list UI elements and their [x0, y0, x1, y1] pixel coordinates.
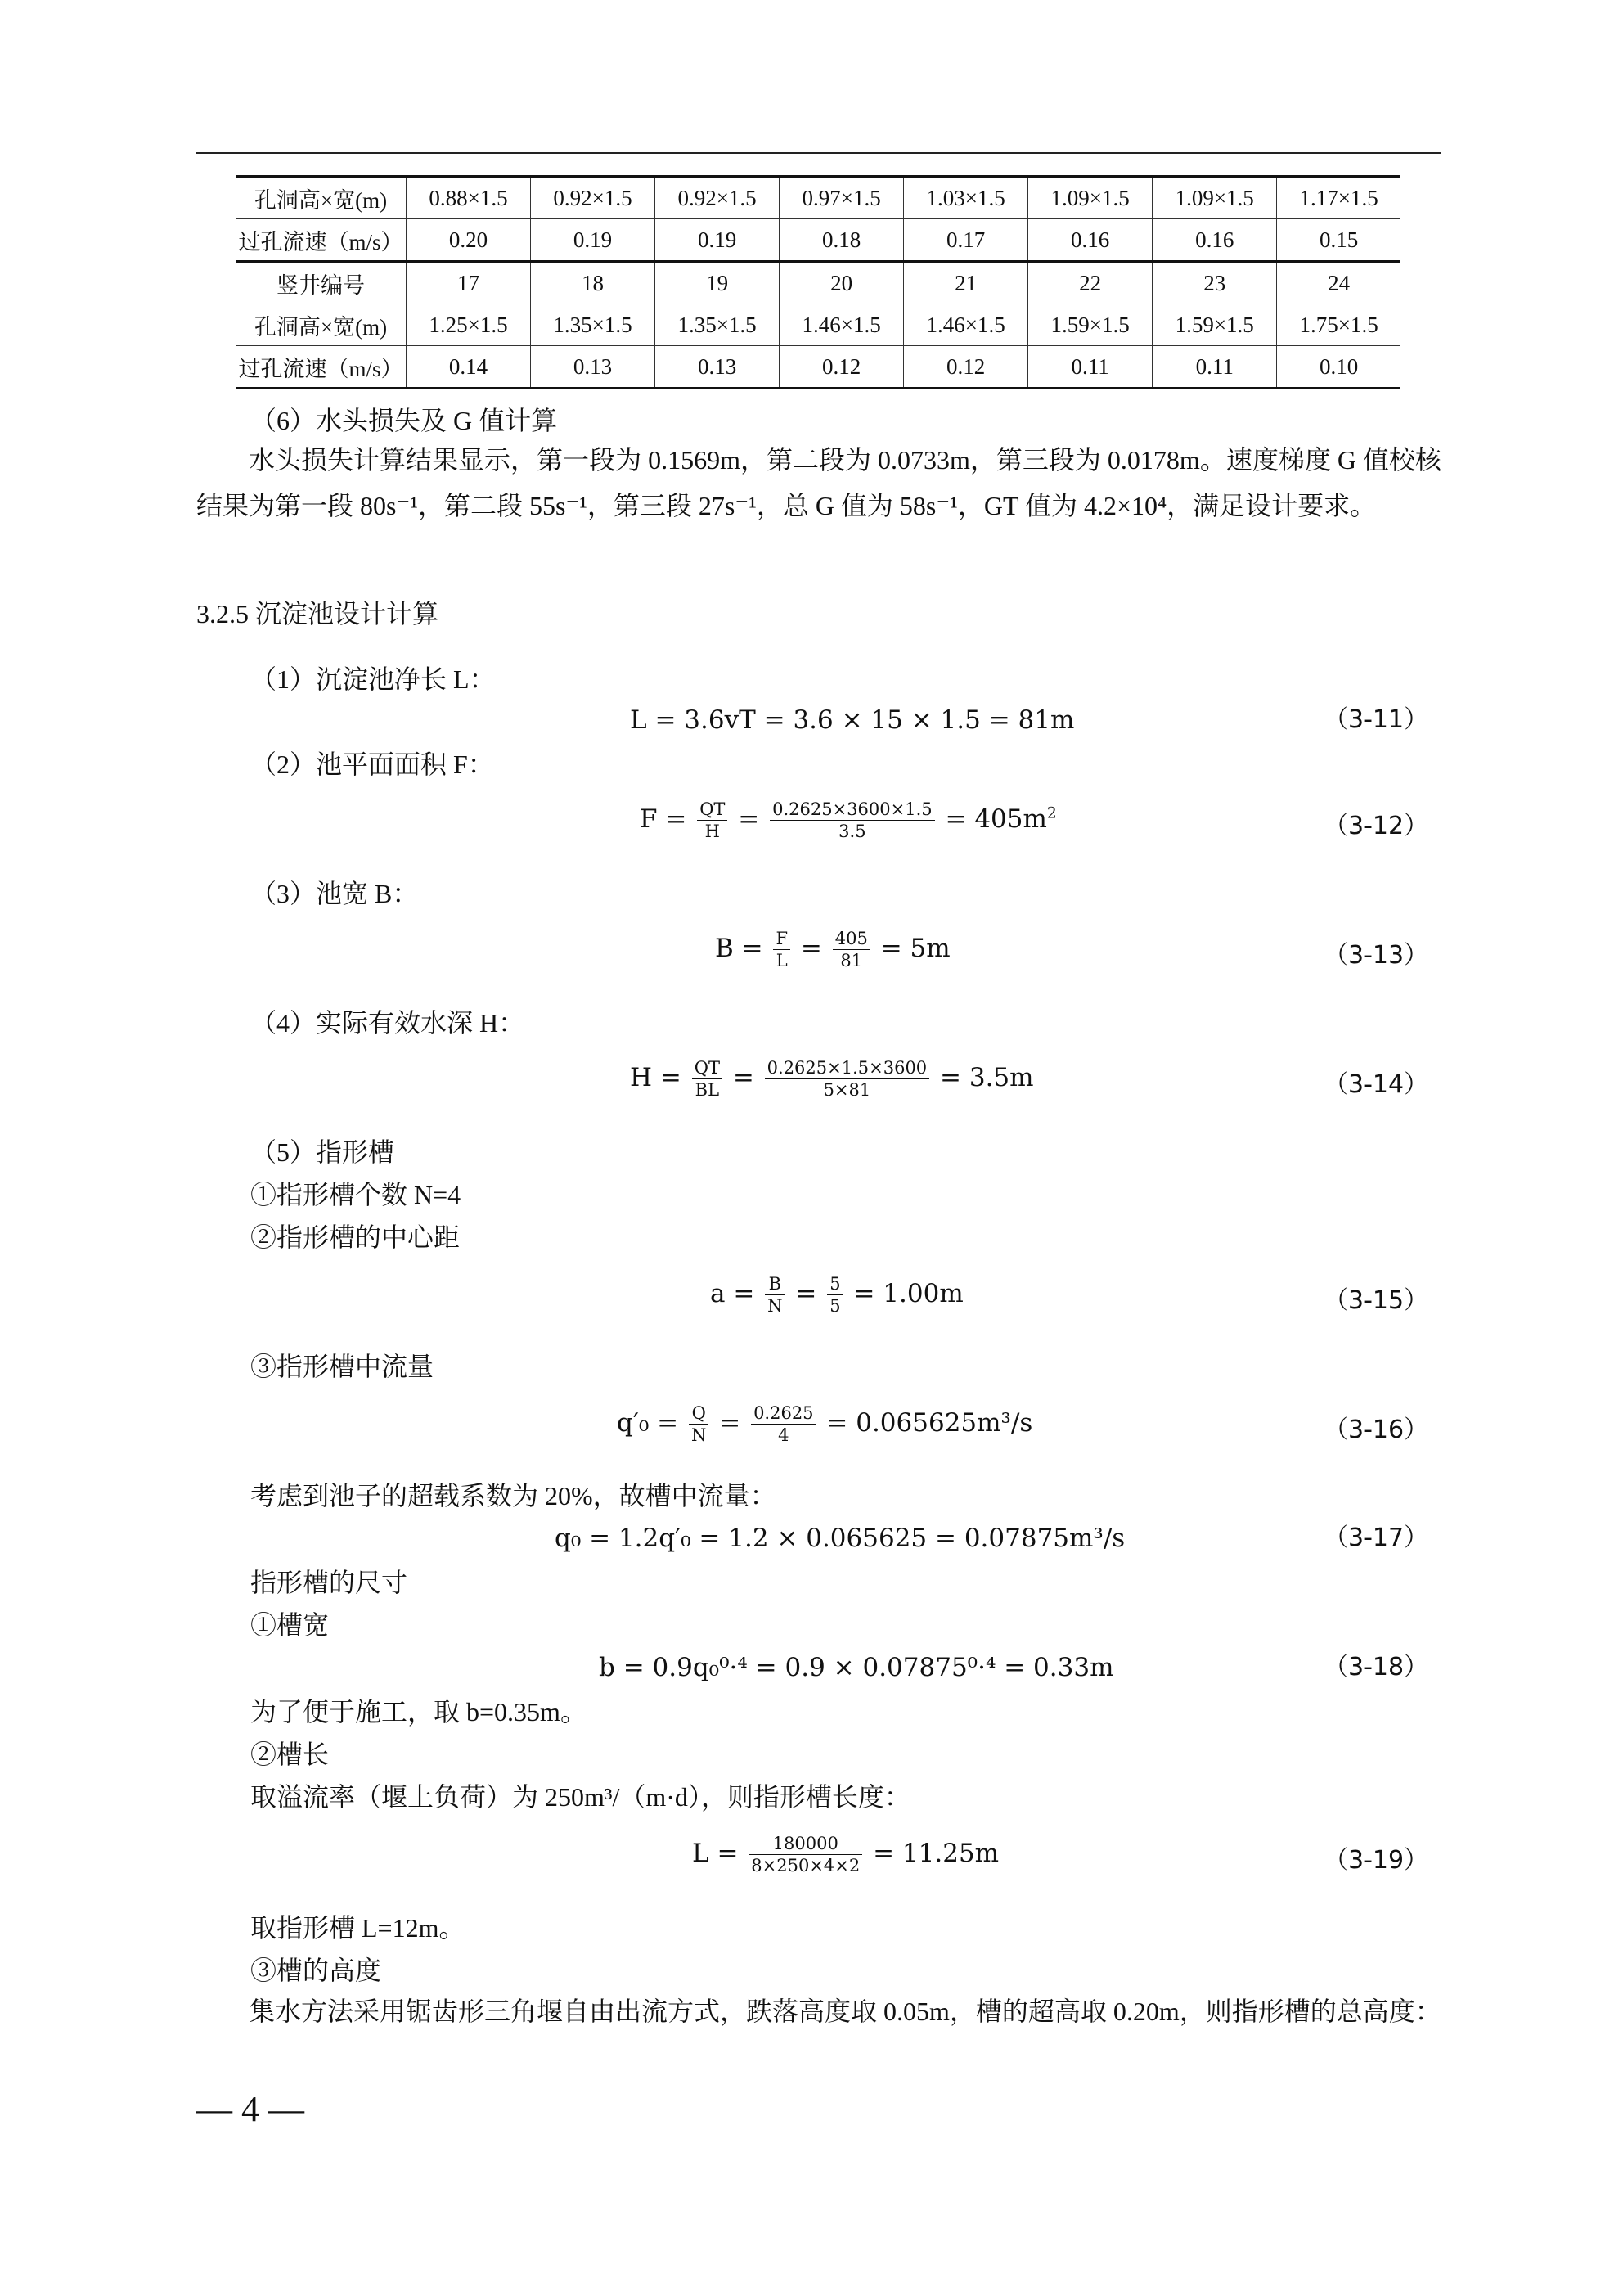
- fraction: $\frac{405}{81}$: [833, 928, 870, 971]
- table-cell: 1.25×1.5: [407, 304, 531, 346]
- table-cell: 0.11: [1153, 346, 1277, 389]
- table-cell: 1.75×1.5: [1277, 304, 1400, 346]
- table-cell: 1.03×1.5: [904, 177, 1028, 219]
- table-cell: 1.17×1.5: [1277, 177, 1400, 219]
- table-row: [236, 346, 1400, 389]
- orifice-table: [236, 175, 1400, 389]
- table-cell: 1.46×1.5: [780, 304, 904, 346]
- header-rule: [196, 152, 1441, 154]
- item-3: （3）池宽 B：: [250, 879, 419, 908]
- table-cell: 22: [1028, 262, 1153, 304]
- row-label: 过孔流速（m/s）: [236, 219, 407, 262]
- fraction: $\frac{0.2625\times 1.5\times 3600}{5\times 81}$: [765, 1057, 930, 1101]
- row-label: 孔洞高×宽(m): [236, 304, 407, 346]
- length-take: 取指形槽 L=12m。: [250, 1913, 465, 1943]
- fraction: $\frac{F}{L}$: [773, 928, 790, 971]
- table-cell: 0.16: [1028, 219, 1153, 262]
- equation-number-3-18: （3-18）: [1324, 1653, 1429, 1681]
- weir-rate-text: 取溢流率（堰上负荷）为 250m³/（m·d），则指形槽长度：: [250, 1782, 910, 1812]
- item-1: （1）沉淀池净长 L：: [250, 664, 496, 694]
- item-5: （5）指形槽: [250, 1137, 395, 1167]
- height-paragraph: 集水方法采用锯齿形三角堰自由出流方式，跌落高度取 0.05m，槽的超高取 0.20m，则指形槽的总高度：: [249, 1997, 1441, 2026]
- table-cell: 0.97×1.5: [780, 177, 904, 219]
- fraction: $\frac{180000}{8\times 250\times 4\times 2}$: [749, 1833, 862, 1876]
- row-label: 孔洞高×宽(m): [236, 177, 407, 219]
- fraction: $\frac{0.2625\times 3600\times 1.5}{3.5}$: [770, 799, 935, 842]
- table-cell: 1.59×1.5: [1153, 304, 1277, 346]
- section-3-2-5-heading: 3.2.5 沉淀池设计计算: [196, 599, 439, 628]
- item-4: （4）实际有效水深 H：: [250, 1008, 525, 1038]
- table-cell: 0.92×1.5: [531, 177, 655, 219]
- table-row: [236, 304, 1400, 346]
- table-cell: 0.12: [780, 346, 904, 389]
- table-cell: 1.35×1.5: [655, 304, 780, 346]
- equation-3-13: B = $\frac{F}{L}$ = $\frac{405}{81}$ = 5m: [715, 929, 951, 970]
- table-cell: 17: [407, 262, 531, 304]
- table-row: [236, 177, 1400, 219]
- table-cell: 21: [904, 262, 1028, 304]
- table-cell: 24: [1277, 262, 1400, 304]
- table-row: [236, 219, 1400, 262]
- item-5-3: ③指形槽中流量: [250, 1352, 434, 1381]
- row-label: 竖井编号: [236, 262, 407, 304]
- equation-number-3-14: （3-14）: [1324, 1070, 1429, 1099]
- table-cell: 0.19: [655, 219, 780, 262]
- equation-number-3-19: （3-19）: [1324, 1846, 1429, 1875]
- table-cell: 0.16: [1153, 219, 1277, 262]
- equation-3-14: H = $\frac{QT}{BL}$ = $\frac{0.2625\times 1.5\times 3600}{5\times 81}$ = 3.5m: [630, 1058, 1034, 1100]
- equation-3-18: b = 0.9q₀⁰·⁴ = 0.9 × 0.07875⁰·⁴ = 0.33m: [599, 1653, 1114, 1682]
- equation-3-12: F = $\frac{QT}{H}$ = $\frac{0.2625\times 3600\times 1.5}{3.5}$ = $405m^2$: [640, 799, 1057, 841]
- table-cell: 1.59×1.5: [1028, 304, 1153, 346]
- height-title: ③槽的高度: [250, 1956, 382, 1985]
- section-6-heading: （6）水头损失及 G 值计算: [250, 406, 558, 435]
- equation-number-3-12: （3-12）: [1324, 812, 1429, 840]
- fraction: $\frac{QT}{H}$: [697, 799, 727, 842]
- table-cell: 0.12: [904, 346, 1028, 389]
- table-cell: 1.09×1.5: [1028, 177, 1153, 219]
- equation-number-3-15: （3-15）: [1324, 1286, 1429, 1315]
- table-cell: 18: [531, 262, 655, 304]
- equation-3-19: L = $\frac{180000}{8\times 250\times 4\times 2}$ = 11.25m: [692, 1834, 1000, 1875]
- item-5-1: ①指形槽个数 N=4: [250, 1180, 461, 1209]
- fraction: $\frac{0.2625}{4}$: [751, 1402, 816, 1446]
- length-title: ②槽长: [250, 1740, 330, 1769]
- section-6-paragraph: 水头损失计算结果显示，第一段为 0.1569m，第二段为 0.0733m，第三段为 0.0178m。速度梯度 G 值校核结果为第一段 80s⁻¹，第二段 55s⁻¹，第三段 27s⁻¹，总 G 值为 58s⁻¹，GT 值为 4.2×10⁴，满足设计要求。: [196, 445, 1441, 520]
- fraction: $\frac{5}{5}$: [827, 1273, 843, 1317]
- equation-3-11: L = 3.6vT = 3.6 × 15 × 1.5 = 81m: [630, 705, 1075, 735]
- equation-number-3-13: （3-13）: [1324, 941, 1429, 970]
- table-cell: 0.88×1.5: [407, 177, 531, 219]
- table-cell: 1.46×1.5: [904, 304, 1028, 346]
- item-2: （2）池平面面积 F：: [250, 750, 494, 779]
- overload-text: 考虑到池子的超载系数为 20%，故槽中流量：: [250, 1481, 776, 1510]
- table-cell: 0.14: [407, 346, 531, 389]
- equation-number-3-16: （3-16）: [1324, 1416, 1429, 1444]
- table-cell: 0.13: [655, 346, 780, 389]
- table-cell: 0.10: [1277, 346, 1400, 389]
- equation-number-3-11: （3-11）: [1324, 705, 1429, 734]
- page-number: — 4 —: [196, 2089, 304, 2129]
- table-cell: 1.09×1.5: [1153, 177, 1277, 219]
- table-cell: 23: [1153, 262, 1277, 304]
- table-cell: 0.17: [904, 219, 1028, 262]
- table-cell: 0.18: [780, 219, 904, 262]
- width-title: ①槽宽: [250, 1610, 330, 1640]
- table-cell: 0.19: [531, 219, 655, 262]
- equation-3-17: q₀ = 1.2q′₀ = 1.2 × 0.065625 = 0.07875m³/s: [555, 1524, 1126, 1553]
- table-cell: 0.11: [1028, 346, 1153, 389]
- table-cell: 1.35×1.5: [531, 304, 655, 346]
- item-5-2: ②指形槽的中心距: [250, 1222, 461, 1252]
- row-label: 过孔流速（m/s）: [236, 346, 407, 389]
- width-take: 为了便于施工，取 b=0.35m。: [250, 1697, 587, 1727]
- fraction: $\frac{Q}{N}$: [689, 1402, 708, 1446]
- table-cell: 0.92×1.5: [655, 177, 780, 219]
- equation-3-16: q′₀ = $\frac{Q}{N}$ = $\frac{0.2625}{4}$ = 0.065625m³/s: [617, 1403, 1033, 1445]
- size-title: 指形槽的尺寸: [250, 1568, 408, 1597]
- equation-number-3-17: （3-17）: [1324, 1524, 1429, 1552]
- fraction: $\frac{B}{N}$: [765, 1273, 785, 1317]
- fraction: $\frac{QT}{BL}$: [692, 1057, 722, 1101]
- table-cell: 20: [780, 262, 904, 304]
- table-cell: 19: [655, 262, 780, 304]
- equation-3-15: a = $\frac{B}{N}$ = $\frac{5}{5}$ = 1.00m: [710, 1274, 964, 1316]
- table-row: [236, 262, 1400, 304]
- table-cell: 0.20: [407, 219, 531, 262]
- table-cell: 0.13: [531, 346, 655, 389]
- table-cell: 0.15: [1277, 219, 1400, 262]
